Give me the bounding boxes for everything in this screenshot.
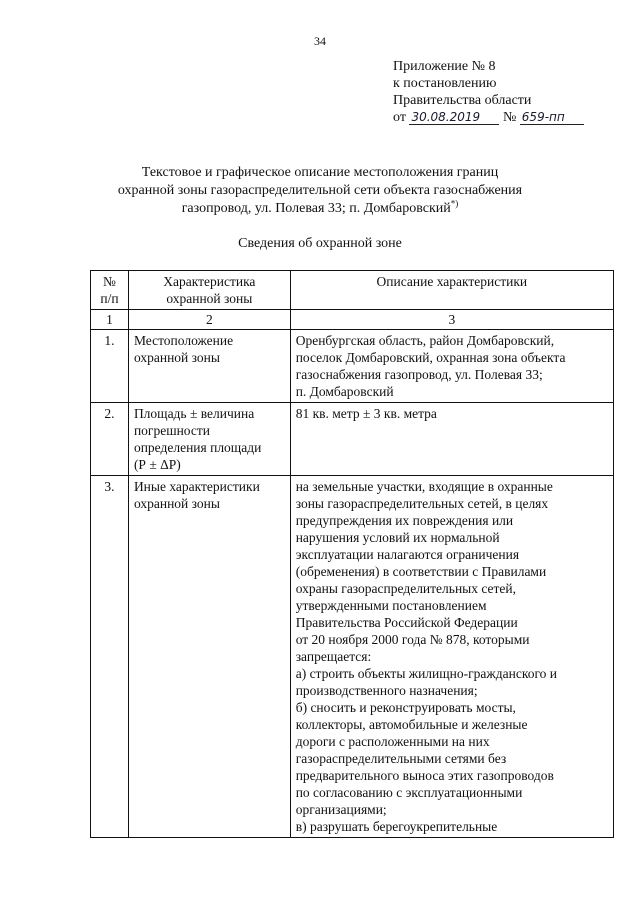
table-row	[91, 403, 614, 476]
column-number: 1	[91, 310, 129, 330]
title-line-3-text: газопровод, ул. Полевая 33; п. Домбаровский	[181, 201, 451, 216]
description-line: предупреждения их повреждения или	[295, 513, 514, 528]
header-characteristic	[128, 271, 290, 310]
title-line-3	[90, 200, 550, 218]
table-header-row	[91, 271, 614, 310]
characteristic-line: Местоположение	[133, 333, 234, 348]
description-line: Оренбургская область, район Домбаровский,	[295, 333, 555, 348]
protection-zone-table	[90, 270, 614, 838]
row-description	[290, 403, 613, 476]
appendix-block	[393, 58, 584, 126]
appendix-date-handwritten: 30.08.2019	[409, 111, 499, 125]
characteristic-line: Площадь ± величина	[133, 406, 255, 421]
description-line: 81 кв. метр ± 3 кв. метра	[295, 406, 437, 421]
description-line: в) разрушать берегоукрепительные	[295, 819, 498, 834]
description-line: а) строить объекты жилищно-гражданского и	[295, 666, 557, 681]
characteristic-line: охранной зоны	[133, 496, 220, 511]
row-characteristic	[128, 330, 290, 403]
description-line: поселок Домбаровский, охранная зона объекта	[295, 350, 566, 365]
title-line-1: Текстовое и графическое описание местоположения границ	[141, 165, 499, 180]
document-title	[90, 164, 550, 218]
appendix-from-label: от	[393, 110, 406, 125]
table-row	[91, 330, 614, 403]
appendix-number-handwritten: 659-пп	[520, 111, 584, 125]
header-num	[91, 271, 129, 310]
appendix-line-2: к постановлению	[393, 76, 497, 91]
description-line: нарушения условий их нормальной	[295, 530, 500, 545]
characteristic-line: погрешности	[133, 423, 211, 438]
characteristic-line: охранной зоны	[133, 350, 220, 365]
row-description	[290, 330, 613, 403]
column-number-row	[91, 310, 614, 330]
column-number: 2	[128, 310, 290, 330]
characteristic-line: (Р ± ΔР)	[133, 457, 181, 472]
header-characteristic-line: охранной зоны	[166, 291, 253, 306]
appendix-line-1: Приложение № 8	[393, 59, 496, 74]
description-line: по согласованию с эксплуатационными	[295, 785, 523, 800]
description-line: б) сносить и реконструировать мосты,	[295, 700, 516, 715]
appendix-number-label: №	[502, 110, 517, 125]
description-line: п. Домбаровский	[295, 384, 394, 399]
description-line: зоны газораспределительных сетей, в целях	[295, 496, 549, 511]
description-line: запрещается:	[295, 649, 372, 664]
description-line: Правительства Российской Федерации	[295, 615, 518, 630]
header-num-line: №	[103, 274, 116, 289]
description-line: организациями;	[295, 802, 387, 817]
column-number: 3	[290, 310, 613, 330]
description-line: газоснабжения газопровод, ул. Полевая 33;	[295, 367, 543, 382]
appendix-line-3: Правительства области	[393, 93, 532, 108]
row-characteristic	[128, 476, 290, 838]
header-description: Описание характеристики	[290, 271, 613, 310]
characteristic-line: определения площади	[133, 440, 262, 455]
header-characteristic-line: Характеристика	[163, 274, 256, 289]
description-line: (обременения) в соответствии с Правилами	[295, 564, 547, 579]
row-number: 1.	[91, 330, 129, 403]
description-line: на земельные участки, входящие в охранные	[295, 479, 553, 494]
title-footnote-mark: *)	[450, 198, 459, 209]
characteristic-line: Иные характеристики	[133, 479, 260, 494]
page-number: 34	[314, 34, 326, 48]
description-line: от 20 ноября 2000 года № 878, которыми	[295, 632, 530, 647]
description-line: дороги с расположенными на них	[295, 734, 490, 749]
header-num-line: п/п	[100, 291, 119, 306]
table-row	[91, 476, 614, 838]
description-line: эксплуатации налагаются ограничения	[295, 547, 520, 562]
row-characteristic	[128, 403, 290, 476]
appendix-date-line	[393, 109, 584, 126]
row-number: 3.	[91, 476, 129, 838]
description-line: производственного назначения;	[295, 683, 478, 698]
description-line: охраны газораспределительных сетей,	[295, 581, 517, 596]
title-line-2: охранной зоны газораспределительной сети объекта газоснабжения	[117, 183, 523, 198]
description-line: коллекторы, автомобильные и железные	[295, 717, 528, 732]
description-line: утвержденными постановлением	[295, 598, 487, 613]
description-line: предварительного выноса этих газопроводов	[295, 768, 554, 783]
row-description	[290, 476, 613, 838]
section-heading: Сведения об охранной зоне	[238, 236, 402, 251]
row-number: 2.	[91, 403, 129, 476]
description-line: газораспределительными сетями без	[295, 751, 507, 766]
